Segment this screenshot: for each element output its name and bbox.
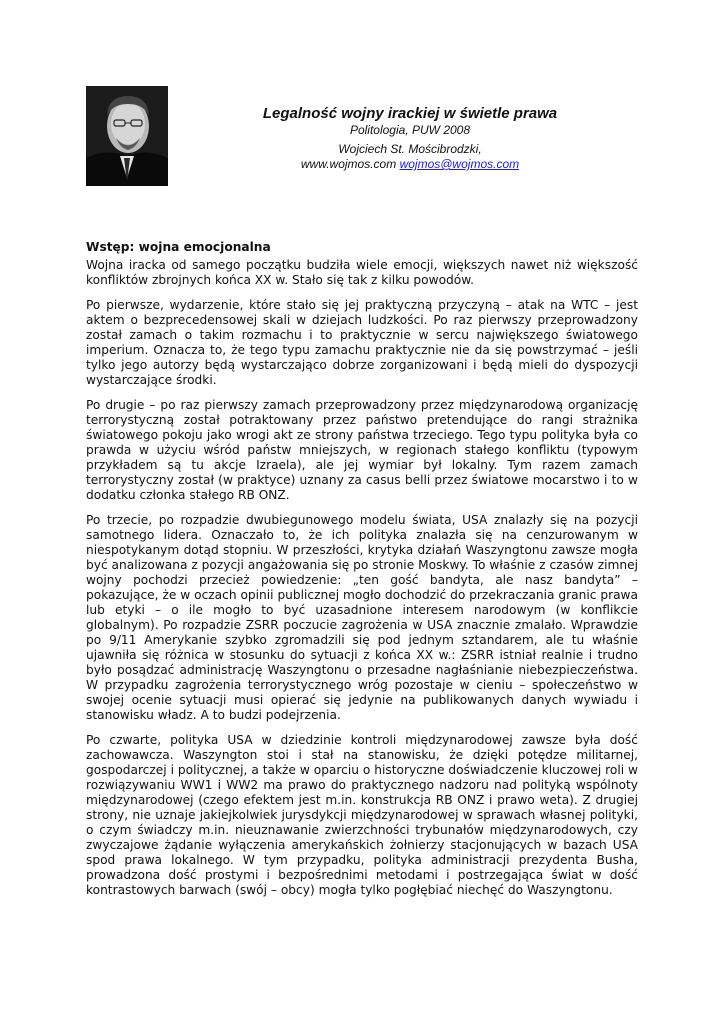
paragraph: Wojna iracka od samego początku budziła wiele emocji, większych nawet niż większość konfliktów zbrojnych końca XX w. Stało się tak z kilku powodów.: [86, 258, 638, 287]
document-body: [86, 240, 638, 908]
document-title: Legalność wojny irackiej w świetle prawa: [262, 105, 558, 122]
website-text: www.wojmos.com: [300, 157, 397, 171]
author-photo: [86, 86, 168, 186]
paragraph: Po pierwsze, wydarzenie, które stało się jej praktyczną przyczyną – atak na WTC – jest aktem o bezprecedensowej skali w dziejach ludzkości. Po raz pierwszy przeprowadzony został zamach o takim rozmachu i to praktycznie w sercu największego światowego imperium. Oznacza to, że tego typu zamachu praktycznie nie da się powstrzymać – jeśli tylko jego autorzy będą wystarczająco dobrze zorganizowani i będą mieli do dyspozycji wystarczające środki.: [86, 298, 638, 387]
document-header: [180, 105, 640, 172]
email-link[interactable]: wojmos@wojmos.com: [399, 157, 520, 171]
paragraph: Po drugie – po raz pierwszy zamach przeprowadzony przez międzynarodową organizację terrorystyczną został potraktowany przez państwo pretendujące do rangi strażnika światowego pokoju jako wrogi akt ze strony państwa trzeciego. Tego typu polityka była co prawda w użyciu wśród państw mniejszych, w regionach stałego konfliktu (typowym przykładem są tu akcje Izraela), ale jej wymiar był lokalny. Tym razem zamach terrorystyczny został (w praktyce) uznany za casus belli przez światowe mocarstwo i to w dodatku członka stałego RB ONZ.: [86, 398, 638, 502]
author-name: Wojciech St. Mościbrodzki,: [338, 142, 482, 156]
author-contact: [180, 157, 640, 172]
document-subtitle: Politologia, PUW 2008: [349, 123, 471, 137]
paragraph: Po trzecie, po rozpadzie dwubiegunowego modelu świata, USA znalazły się na pozycji samotnego lidera. Oznaczało to, że ich polityka znalazła się na cenzurowanym w niespotykanym dotąd stopniu. W przeszłości, krytyka działań Waszyngtonu zawsze mogła być analizowana z pozycji angażowania się po stronie Moskwy. To właśnie z czasów zimnej wojny pochodzi przecież powiedzenie: „ten gość bandyta, ale nasz bandyta” – pokazujące, że w oczach opinii publicznej mogło dochodzić do przekraczania granic prawa lub etyki – o ile mogło to być uzasadnione interesem narodowym (w konflikcie globalnym). Po rozpadzie ZSRR poczucie zagrożenia w USA znacznie zmalało. Wprawdzie po 9/11 Amerykanie szybko zgromadzili się pod jednym sztandarem, ale tu właśnie ujawniła się różnica w stosunku do sytuacji z końca XX w.: ZSRR istniał realnie i trudno było posądzać administrację Waszyngtonu o przesadne nagłaśnianie niebezpieczeństwa. W przypadku zagrożenia terrorystycznego wróg pozostaje w cieniu – społeczeństwo w swojej ocenie sytuacji musi opierać się jedynie na publikowanych danych wywiadu i stanowisku władz. A to budzi podejrzenia.: [86, 513, 638, 722]
section-heading: Wstęp: wojna emocjonalna: [86, 240, 271, 254]
author-portrait-image: [86, 86, 168, 186]
paragraph: Po czwarte, polityka USA w dziedzinie kontroli międzynarodowej zawsze była dość zachowawcza. Waszyngton stoi i stał na stanowisku, że dzięki potędze militarnej, gospodarczej i politycznej, a także w oparciu o historyczne doświadczenie kluczowej roli w rozwiązywaniu WW1 i WW2 ma prawo do praktycznego nadzoru nad polityką wspólnoty międzynarodowej (czego efektem jest m.in. konstrukcja RB ONZ i prawo weta). Z drugiej strony, nie uznaje jakiejkolwiek jurysdykcji międzynarodowej w sprawach własnej polityki, o czym świadczy m.in. nieuznawanie zwierzchności trybunałów międzynarodowych, czy zwyczajowe żądanie wyłączenia amerykańskich żołnierzy stacjonujących w bazach USA spod prawa lokalnego. W tym przypadku, polityka administracji prezydenta Busha, prowadzona dość prostymi i bezpośrednimi metodami i postrzegająca świat w dość kontrastowych barwach (swój – obcy) mogła tylko pogłębiać niechęć do Waszyngtonu.: [86, 733, 638, 897]
